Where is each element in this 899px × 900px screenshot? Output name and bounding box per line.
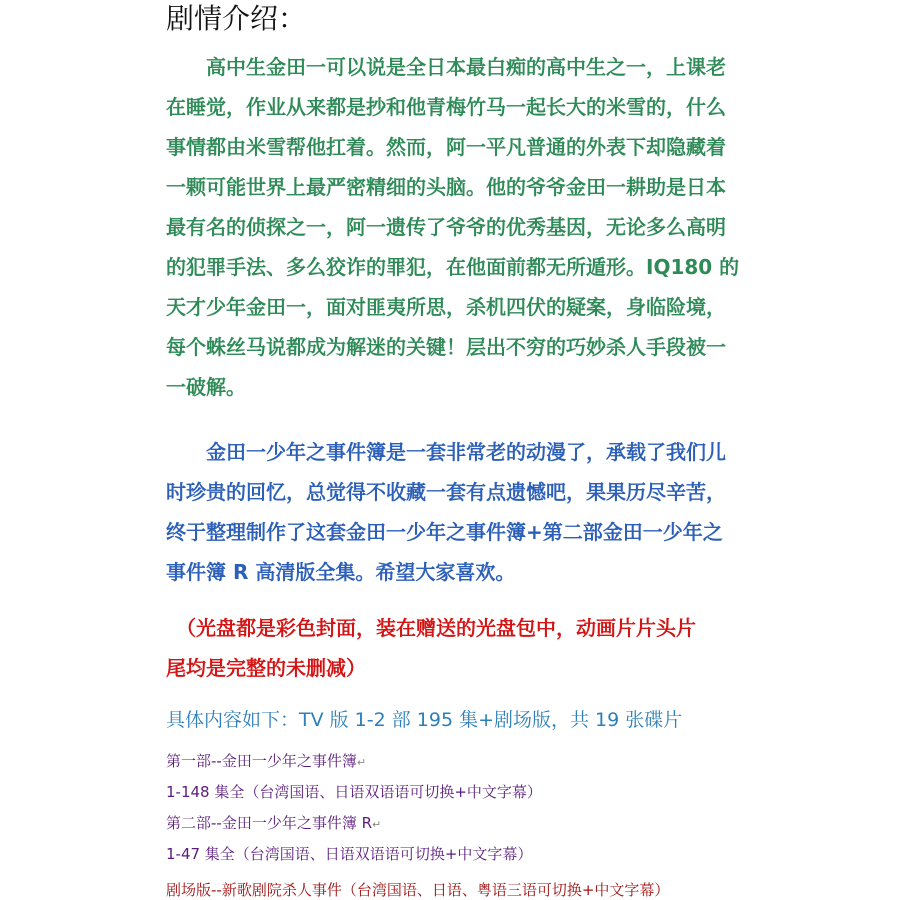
intro-line: 高中生金田一可以说是全日本最白痴的高中生之一，上课老 <box>166 55 726 79</box>
intro-line: 在睡觉，作业从来都是抄和他青梅竹马一起长大的米雪的，什么 <box>166 95 726 119</box>
movie-detail: 剧场版--新歌剧院杀人事件（台湾国语、日语、粤语三语可切换+中文字幕） <box>166 881 670 899</box>
collection-line: 金田一少年之事件簿是一套非常老的动漫了，承载了我们儿 <box>166 440 726 464</box>
part1-title <box>166 751 366 773</box>
return-mark-icon: ↵ <box>356 756 367 769</box>
return-mark-icon: ↵ <box>372 818 382 831</box>
intro-line: 天才少年金田一，面对匪夷所思，杀机四伏的疑案，身临险境， <box>166 295 726 319</box>
part2-detail: 1-47 集全（台湾国语、日语双语语可切换+中文字幕） <box>166 845 533 863</box>
intro-line: 一破解。 <box>166 375 246 399</box>
part1-title-text: 第一部--金田一少年之事件簿 <box>166 752 357 770</box>
collection-line: 终于整理制作了这套金田一少年之事件簿+第二部金田一少年之 <box>166 520 723 544</box>
intro-paragraph <box>166 47 740 407</box>
content-summary: 具体内容如下：TV 版 1-2 部 195 集+剧场版，共 19 张碟片 <box>166 709 683 731</box>
intro-line: 事情都由米雪帮他扛着。然而，阿一平凡普通的外表下却隐藏着 <box>166 135 726 159</box>
part1-detail: 1-148 集全（台湾国语、日语双语语可切换+中文字幕） <box>166 783 542 801</box>
intro-line: 最有名的侦探之一，阿一遗传了爷爷的优秀基因，无论多么高明 <box>166 215 726 239</box>
collection-line: 时珍贵的回忆，总觉得不收藏一套有点遗憾吧，果果历尽辛苦， <box>166 480 726 504</box>
intro-line: 一颗可能世界上最严密精细的头脑。他的爷爷金田一耕助是日本 <box>166 175 726 199</box>
collection-paragraph <box>166 432 726 592</box>
part2-title-text: 第二部--金田一少年之事件簿 R <box>166 814 373 832</box>
collection-line: 事件簿 R 高清版全集。希望大家喜欢。 <box>166 560 516 584</box>
page-title: 剧情介绍： <box>166 2 307 35</box>
intro-line: 每个蛛丝马说都成为解迷的关键！层出不穷的巧妙杀人手段被一 <box>166 335 726 359</box>
notice-line: 尾均是完整的未删减） <box>166 656 366 680</box>
notice-paragraph <box>166 608 726 688</box>
part2-title <box>166 813 381 835</box>
intro-line: 的犯罪手法、多么狡诈的罪犯，在他面前都无所遁形。IQ180 的 <box>166 255 740 279</box>
notice-line: （光盘都是彩色封面，装在赠送的光盘包中，动画片片头片 <box>166 616 696 640</box>
